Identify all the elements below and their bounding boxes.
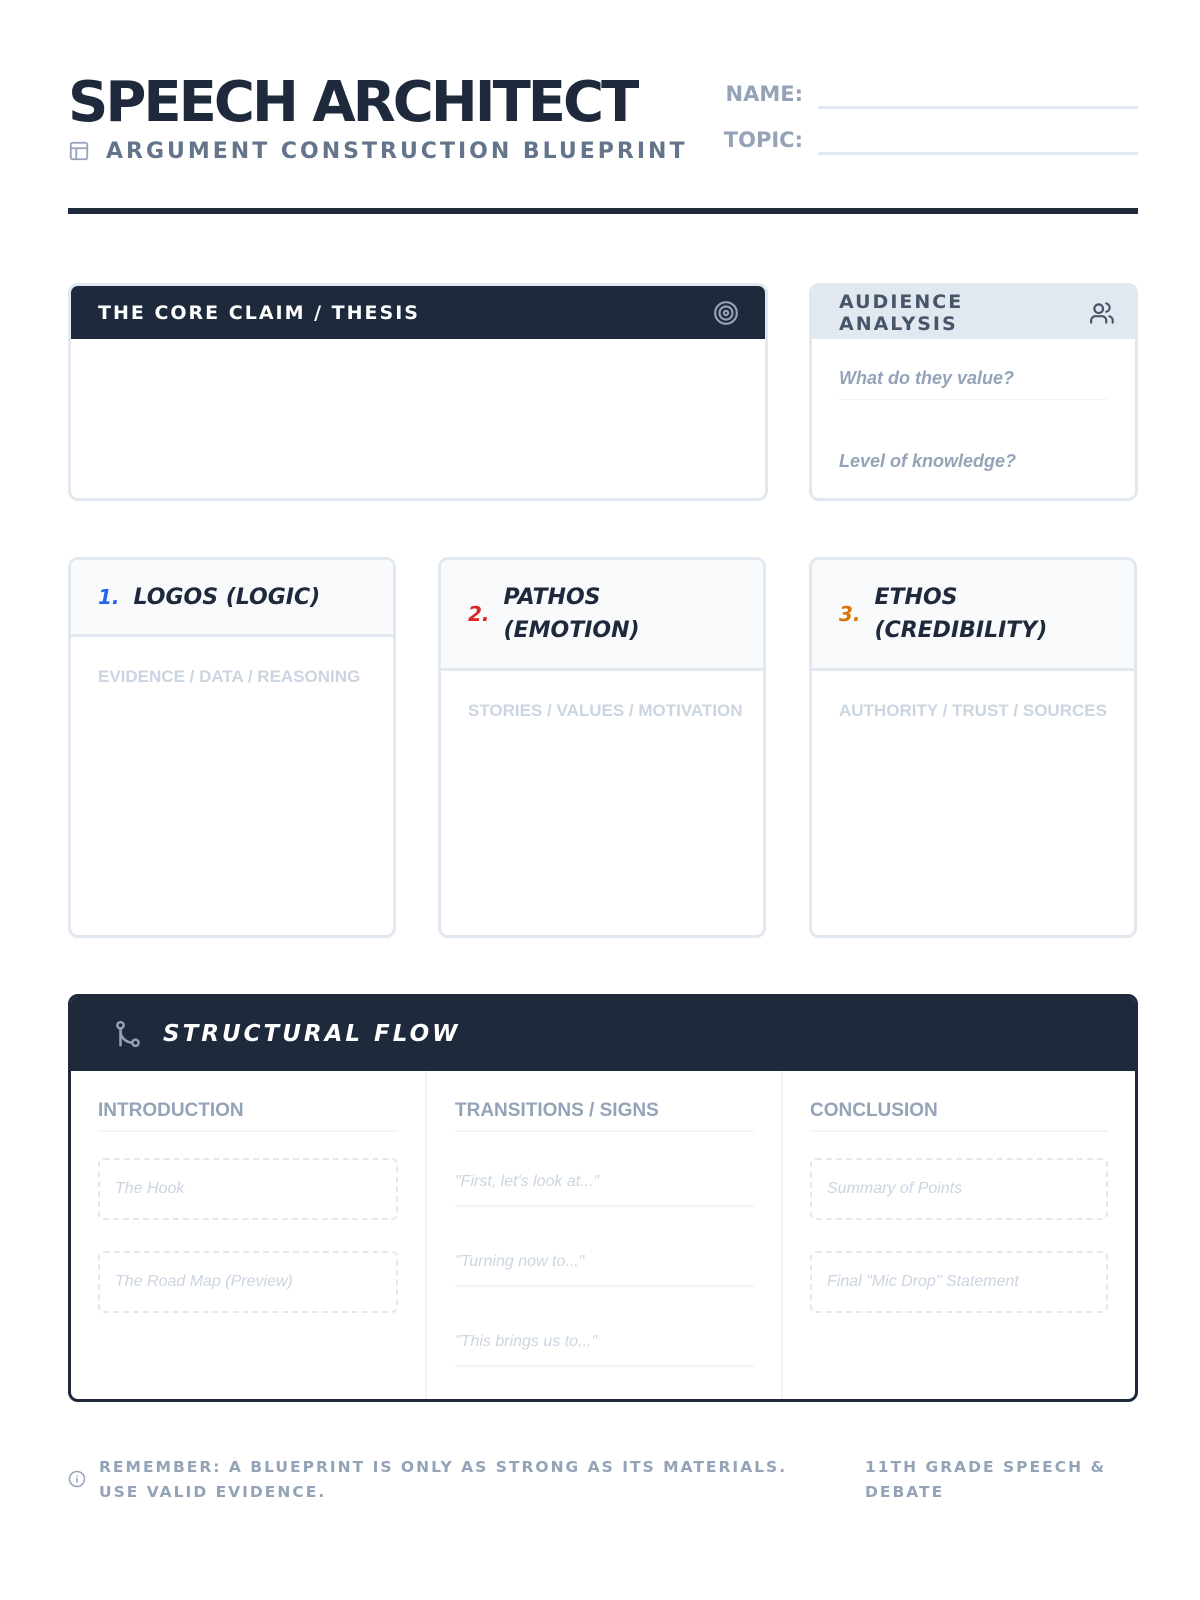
mic-drop-slot[interactable]: Final "Mic Drop" Statement xyxy=(810,1251,1108,1313)
name-label: NAME: xyxy=(725,82,803,106)
flow-title: STRUCTURAL FLOW xyxy=(163,1021,461,1047)
logos-number: 1. xyxy=(98,585,120,609)
subtitle-text: ARGUMENT CONSTRUCTION BLUEPRINT xyxy=(106,138,688,164)
pathos-title: PATHOS (EMOTION) xyxy=(503,585,640,643)
transition-phrase[interactable]: "Turning now to..." xyxy=(455,1253,754,1287)
course-label: 11TH GRADE SPEECH & DEBATE xyxy=(865,1458,1106,1501)
footer xyxy=(68,1455,1138,1515)
topic-field[interactable] xyxy=(723,118,1138,158)
ethos-header xyxy=(812,560,1134,671)
page-title: SPEECH ARCHITECT xyxy=(68,70,637,135)
thesis-title: THE CORE CLAIM / THESIS xyxy=(98,301,420,324)
git-branch-icon xyxy=(113,1019,143,1049)
introduction-title: INTRODUCTION xyxy=(98,1100,398,1132)
road-map-slot[interactable]: The Road Map (Preview) xyxy=(98,1251,398,1313)
flow-header xyxy=(71,997,1135,1071)
ethos-subtitle: AUTHORITY / TRUST / SOURCES xyxy=(839,701,1107,720)
summary-slot[interactable]: Summary of Points xyxy=(810,1158,1108,1220)
topic-line[interactable] xyxy=(818,152,1138,155)
ethos-box[interactable] xyxy=(809,557,1137,938)
logos-subtitle: EVIDENCE / DATA / REASONING xyxy=(98,667,361,686)
footer-note: REMEMBER: A BLUEPRINT IS ONLY AS STRONG AS ITS MATERIALS. USE VALID EVIDENCE. xyxy=(99,1458,788,1501)
audience-question-knowledge[interactable]: Level of knowledge? xyxy=(839,451,1017,471)
logos-title: LOGOS (LOGIC) xyxy=(133,584,321,610)
info-icon xyxy=(68,1470,86,1488)
logos-header xyxy=(71,560,393,637)
pathos-subtitle: STORIES / VALUES / MOTIVATION xyxy=(468,701,743,720)
introduction-column xyxy=(71,1071,427,1399)
logos-box[interactable] xyxy=(68,557,396,938)
ethos-number: 3. xyxy=(839,602,861,626)
conclusion-title: CONCLUSION xyxy=(810,1100,1108,1132)
thesis-header xyxy=(71,286,765,339)
transitions-title: TRANSITIONS / SIGNS xyxy=(455,1100,754,1132)
header-divider xyxy=(68,208,1138,214)
audience-header xyxy=(812,286,1135,339)
audience-title: AUDIENCE ANALYSIS xyxy=(839,290,964,335)
target-icon xyxy=(713,300,739,326)
pathos-number: 2. xyxy=(468,602,490,626)
layout-icon xyxy=(68,140,90,162)
ethos-title: ETHOS (CREDIBILITY) xyxy=(874,585,1048,643)
structural-flow-box xyxy=(68,994,1138,1402)
transition-phrase[interactable]: "First, let's look at..." xyxy=(455,1173,754,1207)
topic-label: TOPIC: xyxy=(723,128,803,152)
transition-phrase[interactable]: "This brings us to..." xyxy=(455,1333,754,1367)
thesis-box[interactable] xyxy=(68,283,768,501)
name-field[interactable] xyxy=(725,72,1138,112)
name-line[interactable] xyxy=(818,106,1138,109)
header xyxy=(68,70,1138,216)
users-icon xyxy=(1089,300,1115,326)
transitions-column xyxy=(427,1071,783,1399)
flow-columns xyxy=(71,1071,1135,1399)
pathos-header xyxy=(441,560,763,671)
audience-box xyxy=(809,283,1138,501)
hook-slot[interactable]: The Hook xyxy=(98,1158,398,1220)
conclusion-column xyxy=(783,1071,1135,1399)
audience-question-values[interactable]: What do they value? xyxy=(839,368,1108,400)
subtitle xyxy=(68,136,687,166)
pathos-box[interactable] xyxy=(438,557,766,938)
